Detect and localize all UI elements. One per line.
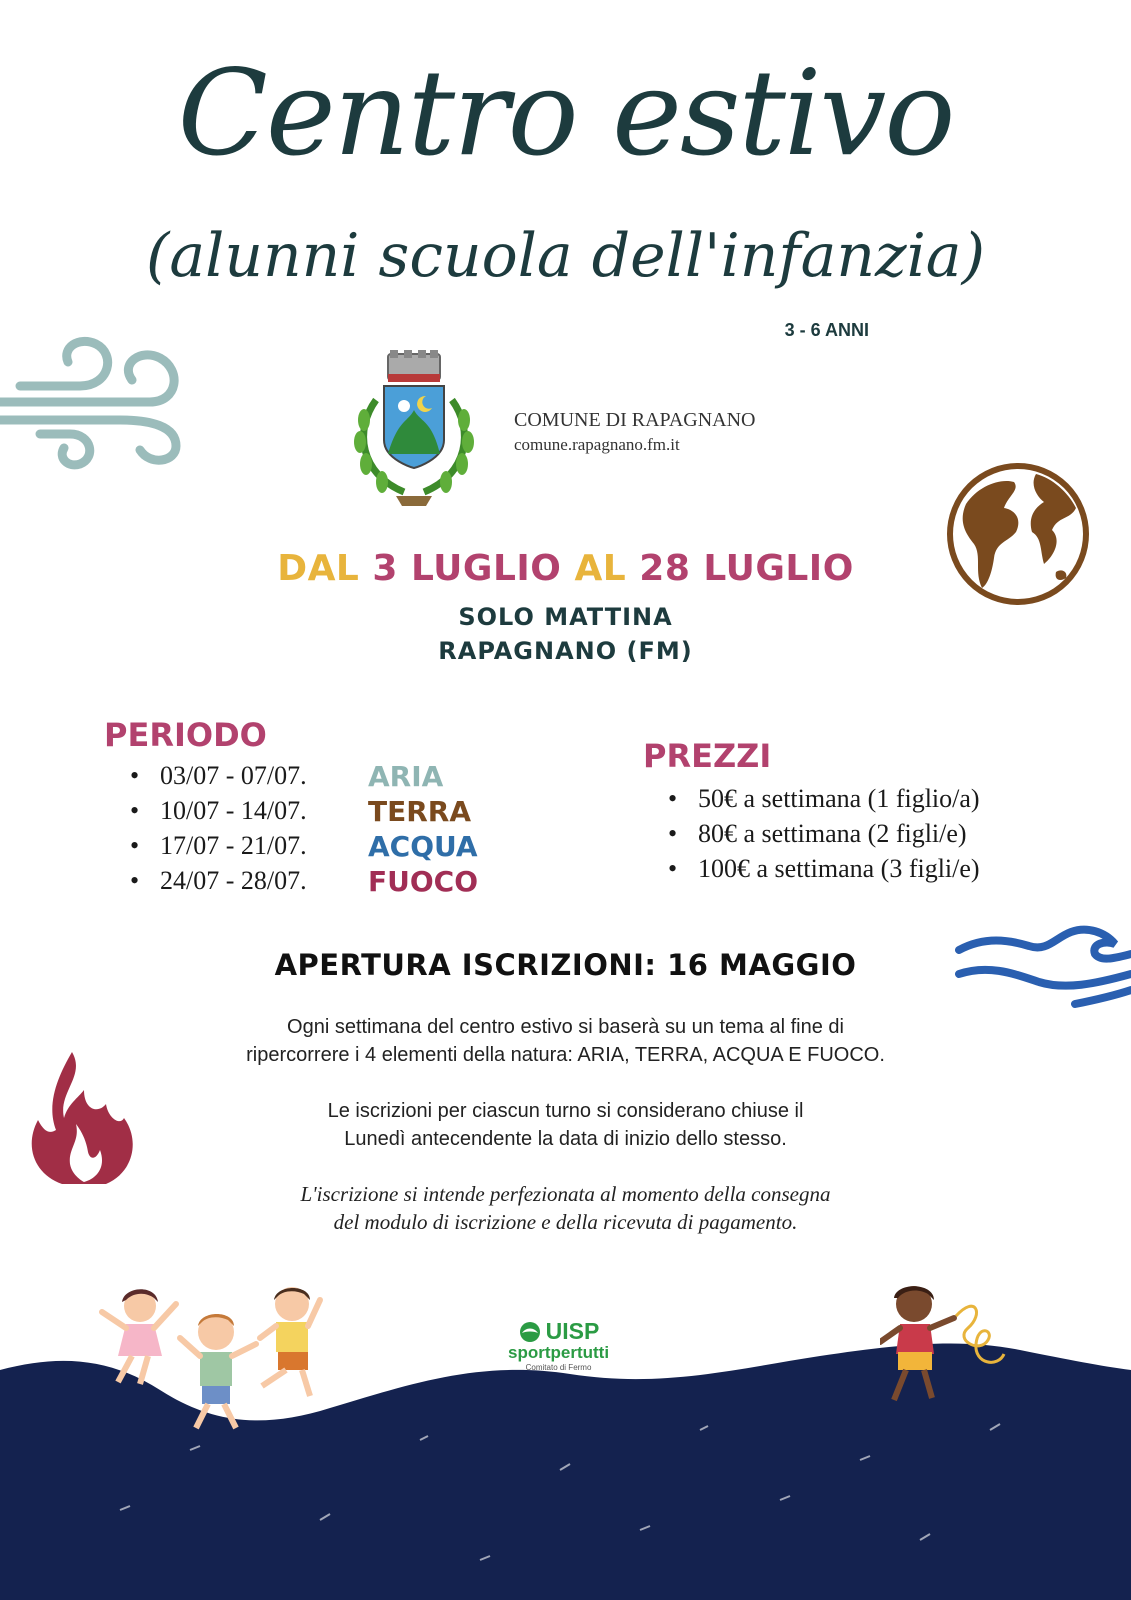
periodo-item: • 03/07 - 07/07. — [130, 758, 307, 793]
prezzo-item: • 100€ a settimana (3 figli/e) — [668, 851, 980, 886]
element-fuoco: FUOCO — [368, 865, 479, 898]
page-subtitle: (alunni scuola dell'infanzia) — [146, 221, 985, 291]
date-dal: DAL — [277, 548, 360, 589]
periodo-item: • 24/07 - 28/07. — [130, 863, 307, 898]
coat-of-arms-emblem — [346, 350, 481, 512]
page-title: Centro estivo — [177, 44, 954, 182]
uisp-name: UISP — [545, 1318, 600, 1344]
date-start: 3 LUGLIO — [372, 548, 562, 589]
paragraph-registration: L'iscrizione si intende perfezionata al momento della consegna del modulo di iscrizione e della ricevuta di pagamento. — [300, 1182, 831, 1234]
periodo-item: • 17/07 - 21/07. — [130, 828, 307, 863]
comune-name: COMUNE DI RAPAGNANO — [514, 409, 756, 431]
children-illustration — [96, 1282, 336, 1457]
periodo-list — [130, 758, 510, 908]
paragraph-elements: Ogni settimana del centro estivo si baserà su un tema al fine di ripercorrere i 4 elementi della natura: ARIA, TERRA, ACQUA E FUOCO. — [246, 1016, 885, 1066]
prezzo-item: • 80€ a settimana (2 figli/e) — [668, 816, 980, 851]
age-range: 3 - 6 ANNI — [784, 320, 869, 340]
uisp-committee: Comitato di Fermo — [525, 1363, 592, 1372]
apertura-iscrizioni: APERTURA ISCRIZIONI: 16 MAGGIO — [274, 948, 857, 982]
uisp-logo — [508, 1318, 609, 1372]
date-range — [0, 548, 1131, 589]
element-terra: TERRA — [368, 795, 472, 828]
prezzi-heading: PREZZI — [643, 737, 772, 775]
comune-website: comune.rapagnano.fm.it — [514, 435, 680, 454]
date-al: AL — [574, 548, 627, 589]
wind-icon — [0, 330, 190, 470]
schedule-text: SOLO MATTINA — [458, 603, 673, 631]
place-text: RAPAGNANO (FM) — [438, 637, 693, 665]
element-aria: ARIA — [368, 760, 444, 793]
periodo-item: • 10/07 - 14/07. — [130, 793, 307, 828]
uisp-mark-icon — [518, 1321, 542, 1343]
date-end: 28 LUGLIO — [639, 548, 854, 589]
girl-with-ribbon-illustration — [880, 1284, 1030, 1419]
paragraph-closing: Le iscrizioni per ciascun turno si considerano chiuse il Lunedì antecendente la data di inizio dello stesso. — [327, 1100, 804, 1150]
element-acqua: ACQUA — [368, 830, 478, 863]
periodo-heading: PERIODO — [104, 716, 267, 754]
prezzi-list — [668, 781, 980, 886]
prezzo-item: • 50€ a settimana (1 figlio/a) — [668, 781, 980, 816]
uisp-tagline: sportpertutti — [508, 1343, 610, 1362]
